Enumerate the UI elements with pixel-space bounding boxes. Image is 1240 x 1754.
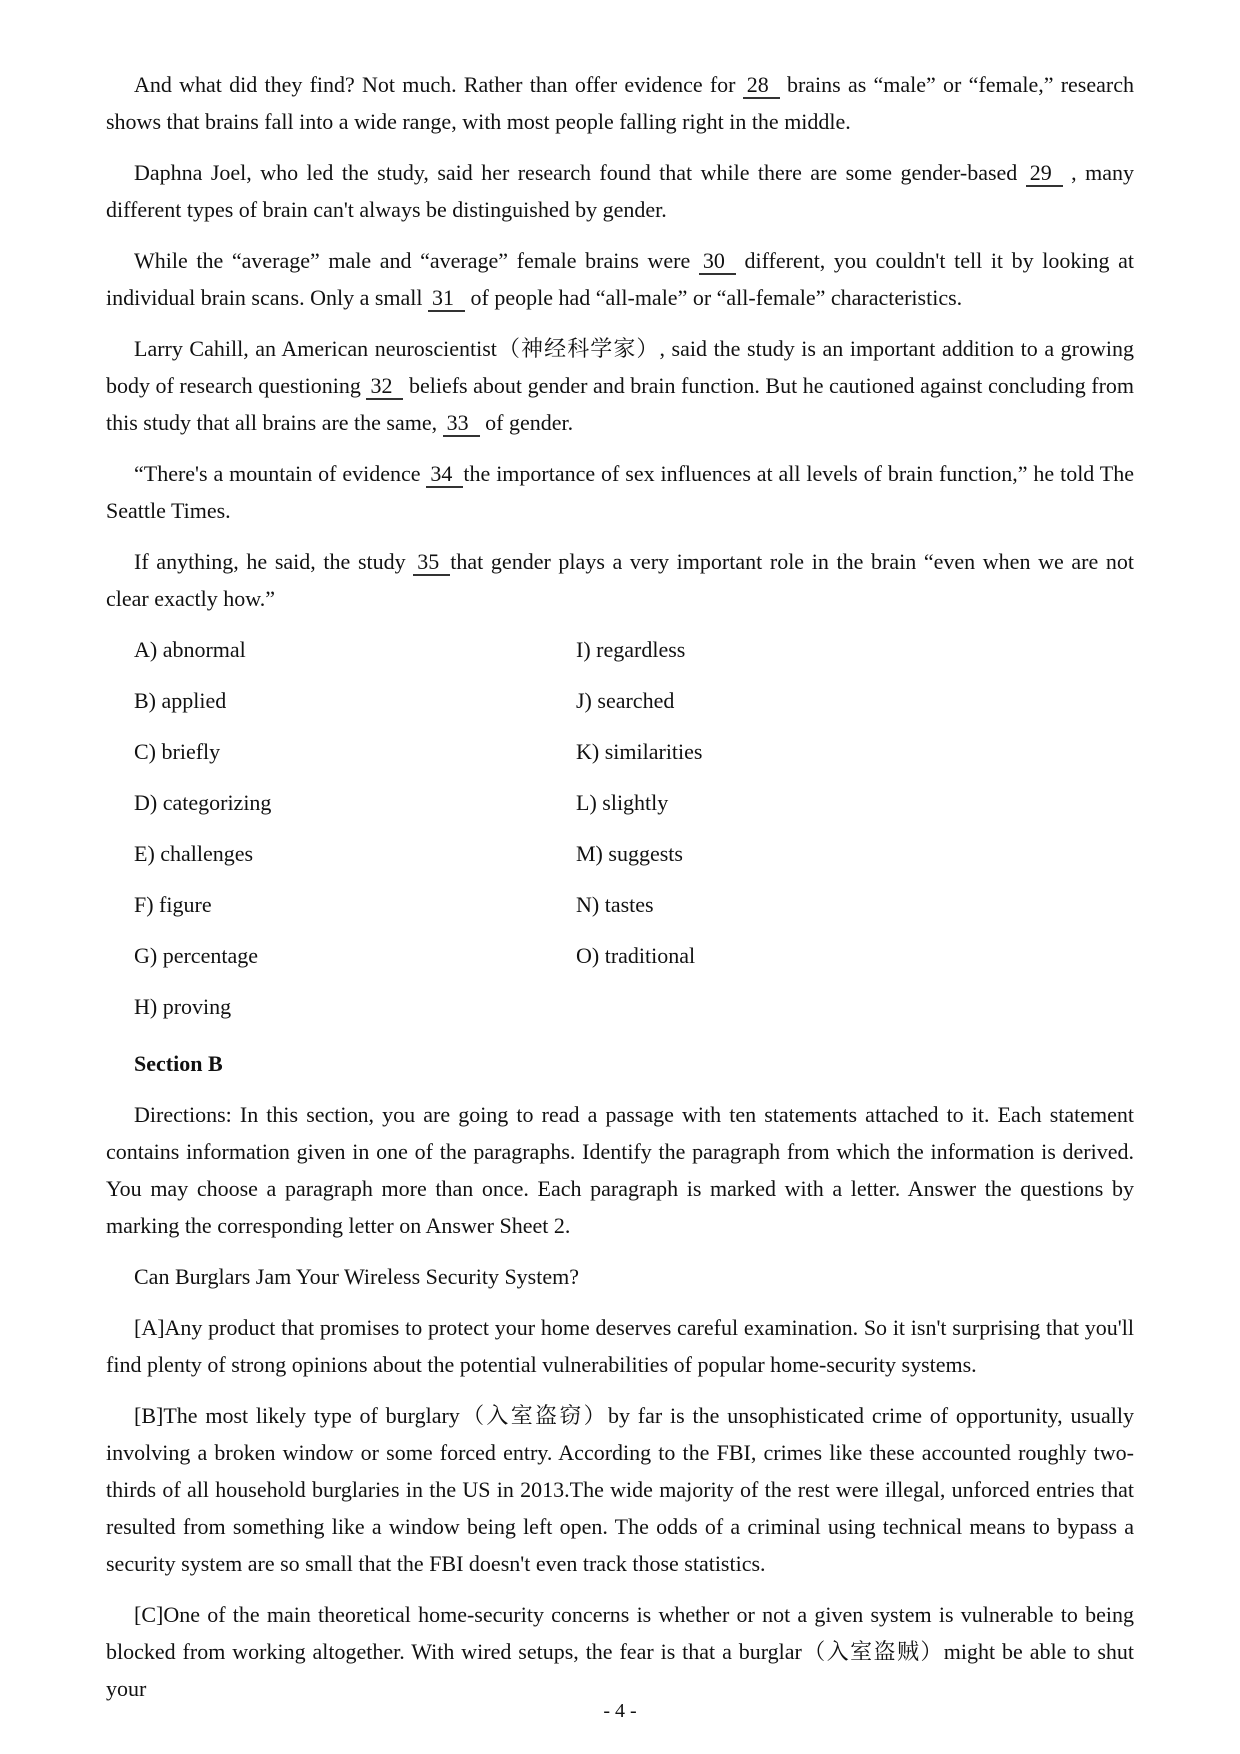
fill-blank-paragraph: While the “average” male and “average” female brains were 30 different, you couldn't tell it by looking at individual brain scans. Only a small 31 of people had “all-male” or “all-female” characteristics.	[106, 248, 1134, 310]
blank-35: 35	[413, 549, 450, 576]
word-bank-right	[576, 631, 1134, 1039]
page-number: - 4 -	[603, 1700, 637, 1722]
word-bank-item: H) proving	[134, 994, 232, 1019]
word-bank-item: O) traditional	[576, 943, 696, 968]
word-bank-item: E) challenges	[134, 841, 254, 866]
blank-32: 32	[366, 373, 403, 400]
fill-blank-paragraph: “There's a mountain of evidence 34 the importance of sex influences at all levels of brain function,” he told The Seattle Times.	[106, 461, 1135, 523]
word-bank	[106, 631, 1134, 1039]
section-b-heading: Section B	[134, 1051, 223, 1076]
fill-blank-paragraph: And what did they find? Not much. Rather than offer evidence for 28 brains as “male” or “female,” research shows that brains fall into a wide range, with most people falling right in the middle.	[106, 72, 1134, 134]
blank-33: 33	[443, 410, 480, 437]
word-bank-item: K) similarities	[576, 739, 703, 764]
word-bank-item: B) applied	[134, 688, 227, 713]
word-bank-item: L) slightly	[576, 790, 669, 815]
word-bank-item: C) briefly	[134, 739, 221, 764]
passage-paragraph: [C]One of the main theoretical home-security concerns is whether or not a given system is vulnerable to being blocked from working altogether. With wired setups, the fear is that a burglar（入室盗贼）might be able to shut your	[106, 1602, 1134, 1701]
word-bank-item: J) searched	[576, 688, 675, 713]
passage-paragraph: [A]Any product that promises to protect your home deserves careful examination. So it isn't surprising that you'll find plenty of strong opinions about the potential vulnerabilities of popular home-security systems.	[106, 1315, 1134, 1377]
word-bank-item: D) categorizing	[134, 790, 272, 815]
fill-blank-paragraph: Larry Cahill, an American neuroscientist（神经科学家）, said the study is an important addition to a growing body of research questioning 32 beliefs about gender and brain function. But he cautioned against concluding from this study that all brains are the same, 33 of gender.	[106, 336, 1135, 435]
blank-29: 29	[1026, 160, 1063, 187]
word-bank-item: G) percentage	[134, 943, 258, 968]
fill-blank-paragraphs	[106, 66, 1134, 617]
passage-b-paragraphs	[106, 1309, 1134, 1707]
section-b-directions: Directions: In this section, you are going to read a passage with ten statements attached to it. Each statement contains information given in one of the paragraphs. Identify the paragraph from which the information is derived. You may choose a paragraph more than once. Each paragraph is marked with a letter. Answer the questions by marking the corresponding letter on Answer Sheet 2.	[106, 1102, 1134, 1238]
word-bank-item: M) suggests	[576, 841, 683, 866]
word-bank-item: F) figure	[134, 892, 212, 917]
word-bank-left	[134, 631, 576, 1039]
word-bank-item: A) abnormal	[134, 637, 246, 662]
blank-28: 28	[743, 72, 780, 99]
fill-blank-paragraph: Daphna Joel, who led the study, said her research found that while there are some gender-based 29 , many different types of brain can't always be distinguished by gender.	[106, 160, 1134, 222]
blank-30: 30	[699, 248, 736, 275]
fill-blank-paragraph: If anything, he said, the study 35 that gender plays a very important role in the brain “even when we are not clear exactly how.”	[106, 549, 1135, 611]
blank-31: 31	[428, 285, 465, 312]
passage-paragraph: [B]The most likely type of burglary（入室盗窃）by far is the unsophisticated crime of opportunity, usually involving a broken window or some forced entry. According to the FBI, crimes like these accounted roughly two-thirds of all household burglaries in the US in 2013.The wide majority of the rest were illegal, unforced entries that resulted from something like a window being left open. The odds of a criminal using technical means to bypass a security system are so small that the FBI doesn't even track those statistics.	[106, 1403, 1134, 1576]
word-bank-item: N) tastes	[576, 892, 654, 917]
passage-title: Can Burglars Jam Your Wireless Security System?	[134, 1264, 579, 1289]
blank-34: 34	[426, 461, 463, 488]
word-bank-item: I) regardless	[576, 637, 686, 662]
